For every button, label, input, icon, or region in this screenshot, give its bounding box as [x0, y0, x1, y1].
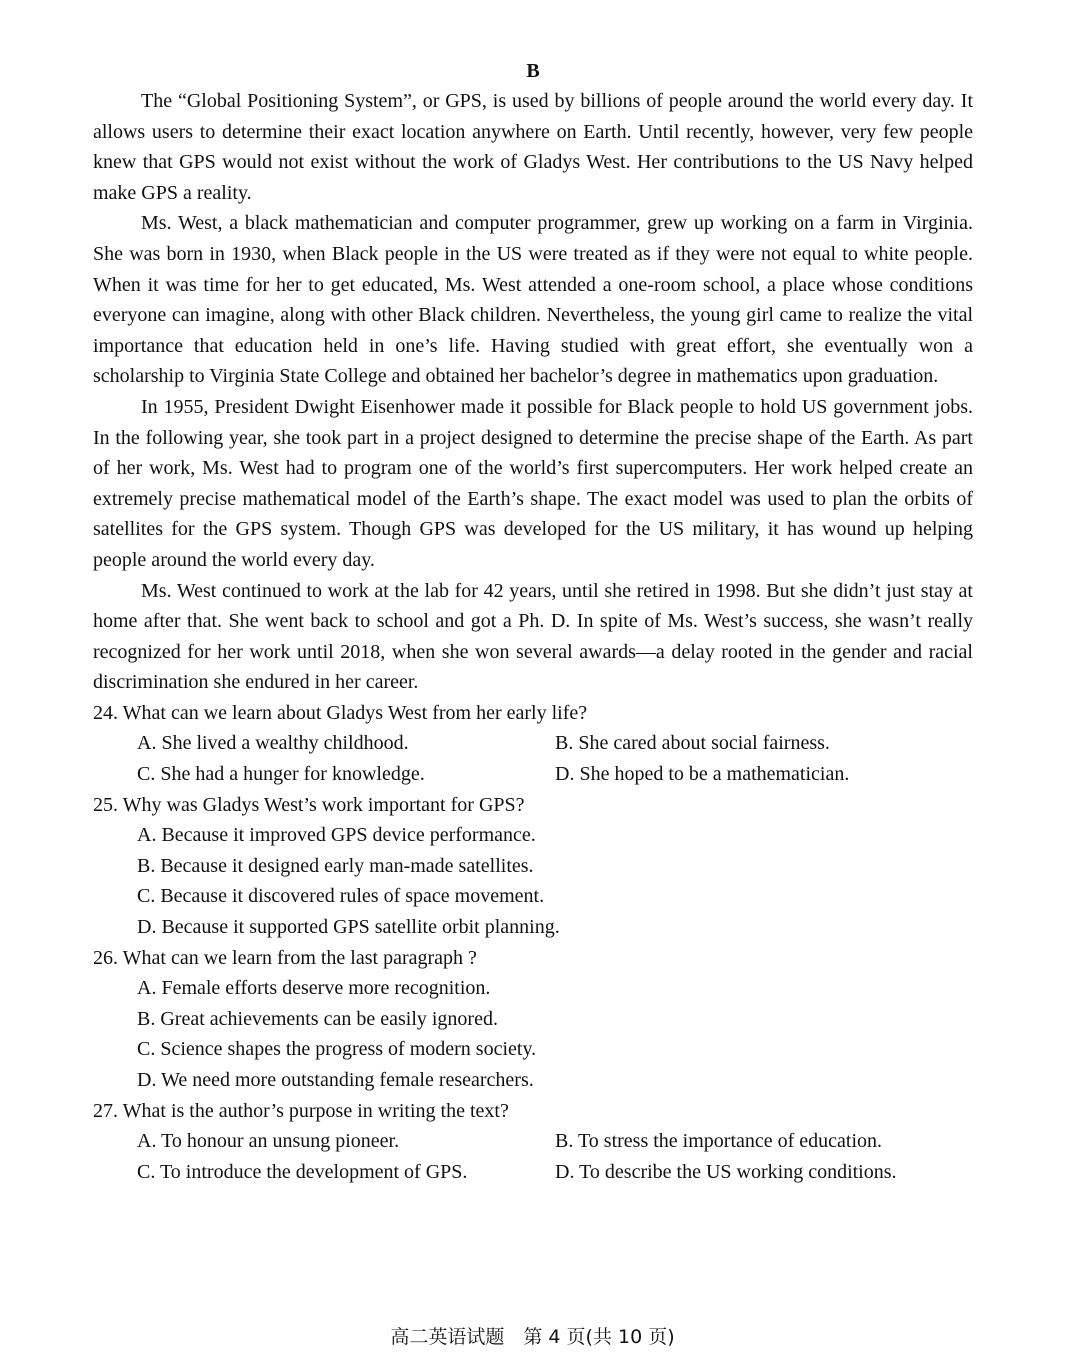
- option-c: C. Because it discovered rules of space movement.: [137, 885, 545, 908]
- option-c: C. She had a hunger for knowledge.: [137, 763, 425, 786]
- question-24: [93, 698, 973, 790]
- question-27: [93, 1096, 973, 1188]
- option-d: D. We need more outstanding female researchers.: [137, 1069, 534, 1091]
- option-a: A. She lived a wealthy childhood.: [137, 732, 409, 755]
- page-footer: 高二英语试题 第 4 页(共 10 页): [390, 1326, 675, 1348]
- option-a: A. Because it improved GPS device performance.: [137, 824, 536, 847]
- question-stem: 25. Why was Gladys West’s work important for GPS?: [93, 793, 525, 816]
- option-d: D. To describe the US working conditions.: [555, 1160, 897, 1183]
- section-title: B: [526, 60, 540, 82]
- option-d: D. She hoped to be a mathematician.: [555, 763, 850, 786]
- option-c: C. To introduce the development of GPS.: [137, 1160, 468, 1183]
- question-26: [93, 943, 973, 1096]
- option-b: B. She cared about social fairness.: [555, 732, 830, 755]
- question-stem: 27. What is the author’s purpose in writing the text?: [93, 1099, 509, 1122]
- question-25: [93, 790, 973, 943]
- passage-paragraph-3: In 1955, President Dwight Eisenhower made it possible for Black people to hold US government jobs. In the following year, she took part in a project designed to determine the precise shape of the Earth. As part of her work, Ms. West had to program one of the world’s first supercomputers. Her work helped create an extremely precise mathematical model of the Earth’s shape. The exact model was used to plan the orbits of satellites for the GPS system. Though GPS was developed for the US military, it has wound up helping people around the world every day.: [93, 395, 973, 571]
- option-d: D. Because it supported GPS satellite orbit planning.: [137, 916, 560, 939]
- option-b: B. To stress the importance of education.: [555, 1130, 883, 1153]
- passage-paragraph-1: The “Global Positioning System”, or GPS, is used by billions of people around the world every day. It allows users to determine their exact location anywhere on Earth. Until recently, however, very few people knew that GPS would not exist without the work of Gladys West. Her contributions to the US Navy helped make GPS a reality.: [93, 90, 973, 204]
- passage-paragraph-4: Ms. West continued to work at the lab for 42 years, until she retired in 1998. But she didn’t just stay at home after that. She went back to school and got a Ph. D. In spite of Ms. West’s success, she wasn’t really recognized for her work until 2018, when she won several awards—a delay rooted in the gender and racial discrimination she endured in her career.: [93, 579, 973, 694]
- option-b: B. Because it designed early man-made satellites.: [137, 854, 534, 877]
- option-a: A. To honour an unsung pioneer.: [137, 1130, 400, 1153]
- exam-page: [93, 56, 973, 1187]
- option-a: A. Female efforts deserve more recognition.: [137, 977, 491, 1000]
- option-c: C. Science shapes the progress of modern society.: [137, 1038, 537, 1061]
- question-stem: 24. What can we learn about Gladys West from her early life?: [93, 701, 588, 724]
- question-stem: 26. What can we learn from the last paragraph ?: [93, 946, 477, 969]
- passage-paragraph-2: Ms. West, a black mathematician and computer programmer, grew up working on a farm in Virginia. She was born in 1930, when Black people in the US were treated as if they were not equal to white people. When it was time for her to get educated, Ms. West attended a one-room school, a place whose conditions everyone can imagine, along with other Black children. Nevertheless, the young girl came to realize the vital importance that education held in one’s life. Having studied with great effort, she eventually won a scholarship to Virginia State College and obtained her bachelor’s degree in mathematics upon graduation.: [93, 212, 973, 388]
- option-b: B. Great achievements can be easily ignored.: [137, 1007, 498, 1030]
